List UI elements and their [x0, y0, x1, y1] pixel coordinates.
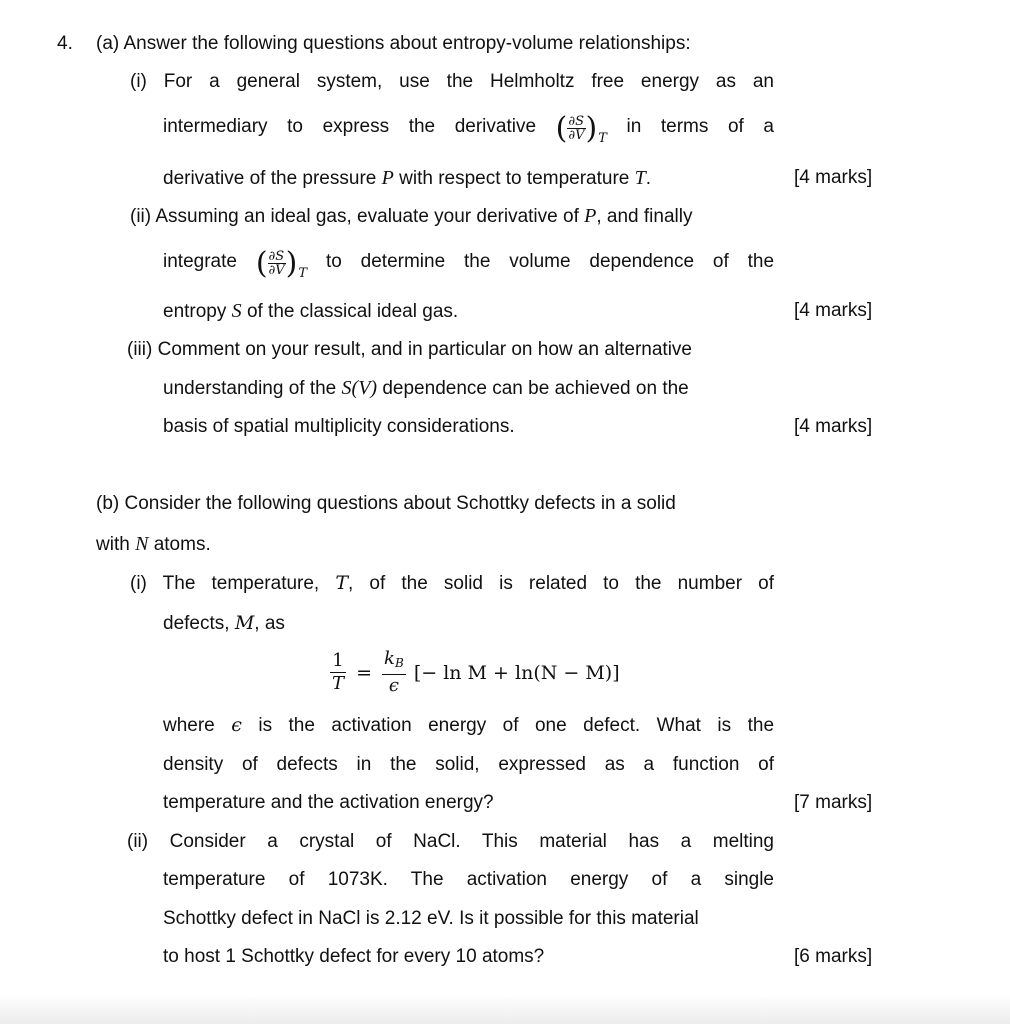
question-number: 4. — [57, 33, 73, 54]
part-b-i-marks: [7 marks] — [794, 792, 873, 813]
temperature-defect-equation: $\frac{1}{T}$ = $\frac{kB}{\epsilon}$ [− ln M + ln(N − M)] — [332, 648, 620, 696]
part-a-iii-line2: understanding of the S(V) dependence can be achieved on the — [163, 377, 689, 399]
part-a-i-line3: derivative of the pressure P with respect to temperature T. — [163, 167, 652, 189]
partial-derivative-dS-dV: ( $\frac{\partial S}{\partial V}$ )$_T$ — [555, 111, 607, 146]
part-a-iii-line1: (iii) Comment on your result, and in particular on how an alternative — [127, 339, 692, 360]
part-a-i-line2-pre: intermediary to express the derivative — [163, 116, 537, 137]
part-a-i-line2-post: in terms of a — [626, 116, 775, 137]
part-b-i-line1: (i) The temperature, T, of the solid is related to the number of — [130, 572, 774, 594]
part-a-ii-marks: [4 marks] — [794, 300, 873, 321]
part-b-i-line5: temperature and the activation energy? — [163, 792, 494, 813]
part-a-ii-line2: integrate ( $\frac{\partial S}{\partial V}$ )$_T$ to determine the volume dependence of the — [163, 246, 775, 281]
part-b-heading-line1: (b) Consider the following questions about Schottky defects in a solid — [96, 493, 676, 514]
part-b-ii-line4: to host 1 Schottky defect for every 10 atoms? — [163, 946, 545, 967]
part-b-ii-marks: [6 marks] — [794, 946, 873, 967]
part-b-ii-line3: Schottky defect in NaCl is 2.12 eV. Is it possible for this material — [163, 908, 699, 929]
part-a-heading: (a) Answer the following questions about entropy-volume relationships: — [96, 33, 691, 54]
part-a-i-line1: (i) For a general system, use the Helmholtz free energy as an — [130, 71, 774, 92]
part-b-i-line4: density of defects in the solid, expressed as a function of — [163, 754, 774, 775]
part-a-i-marks: [4 marks] — [794, 167, 873, 188]
part-a-ii-line1: (ii) Assuming an ideal gas, evaluate your derivative of P, and finally — [130, 205, 693, 227]
page-bottom-edge — [0, 995, 1010, 1024]
part-b-i-line2: defects, M, as — [163, 612, 285, 634]
part-a-iii-line3: basis of spatial multiplicity considerations. — [163, 416, 515, 437]
part-a-ii-line3: entropy S of the classical ideal gas. — [163, 300, 459, 322]
partial-derivative-dS-dV-2: ( $\frac{\partial S}{\partial V}$ )$_T$ — [255, 246, 308, 281]
part-a-iii-marks: [4 marks] — [794, 416, 873, 437]
part-b-ii-line1: (ii) Consider a crystal of NaCl. This material has a melting — [127, 831, 774, 852]
part-b-i-line3: where ϵ is the activation energy of one defect. What is the — [163, 714, 775, 736]
part-b-ii-line2: temperature of 1073K. The activation energy of a single — [163, 869, 774, 890]
part-a-i-line2 — [163, 111, 775, 151]
part-b-heading-line2: with N atoms. — [96, 533, 211, 555]
